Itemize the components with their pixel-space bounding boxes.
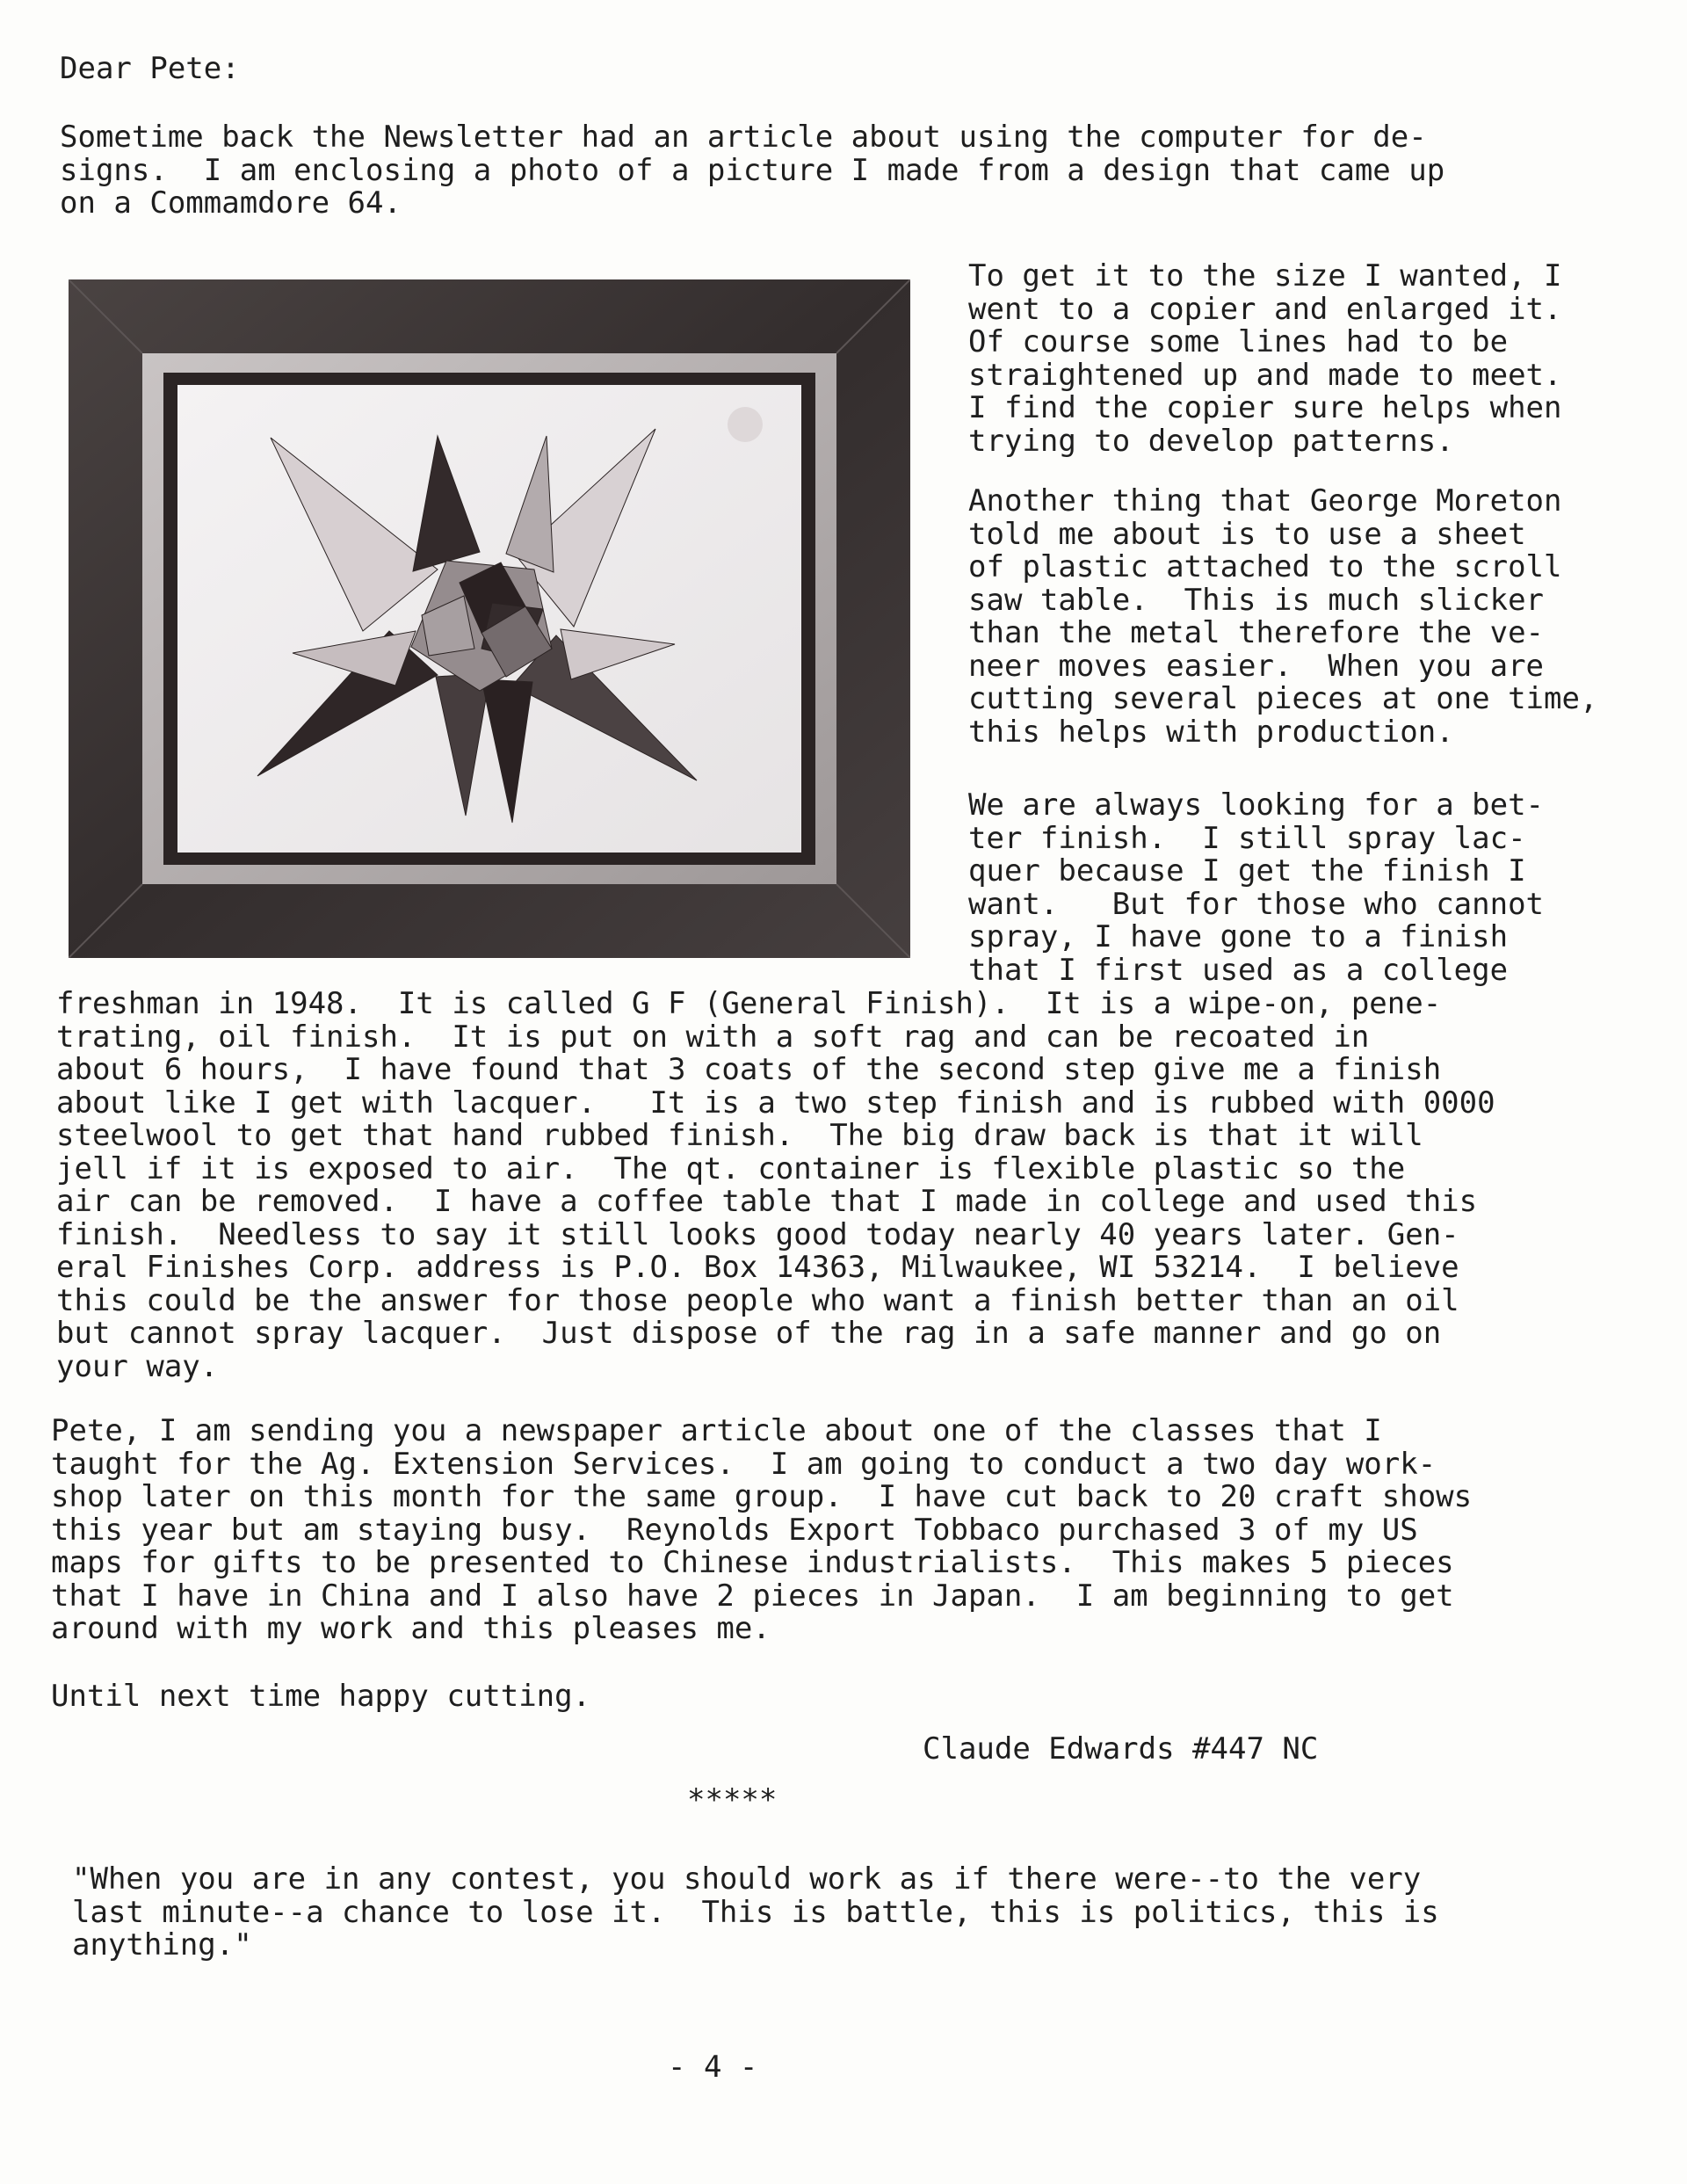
side-paragraph-2-line: this helps with production. — [968, 714, 1454, 750]
finish-paragraph-line: eral Finishes Corp. address is P.O. Box 14363, Milwaukee, WI 53214. I believe — [56, 1250, 1459, 1285]
quote-line: "When you are in any contest, you should work as if there were--to the very — [72, 1861, 1422, 1897]
finish-paragraph-line: but cannot spray lacquer. Just dispose of the rag in a safe manner and go on — [56, 1316, 1442, 1351]
side-paragraph-1-line: straightened up and made to meet. — [968, 357, 1562, 393]
section-separator: ***** — [687, 1782, 778, 1818]
finish-paragraph-line: air can be removed. I have a coffee table that I made in college and used this — [56, 1184, 1478, 1219]
side-paragraph-3 — [968, 789, 1544, 987]
finish-paragraph-line: jell if it is exposed to air. The qt. container is flexible plastic so the — [56, 1150, 1406, 1186]
quote-line: anything." — [72, 1927, 252, 1963]
side-paragraph-3-line: quer because I get the finish I — [968, 853, 1526, 889]
side-paragraph-2-line: than the metal therefore the ve- — [968, 615, 1545, 650]
finish-paragraph-line: about 6 hours, I have found that 3 coats of the second step give me a finish — [56, 1052, 1442, 1087]
workshop-paragraph-line: that I have in China and I also have 2 pieces in Japan. I am beginning to get — [51, 1578, 1454, 1614]
side-paragraph-3-line: spray, I have gone to a finish — [968, 919, 1509, 954]
intro-line: on a Commamdore 64. — [60, 185, 402, 221]
side-paragraph-2 — [968, 485, 1597, 749]
marquetry-photo — [69, 279, 910, 958]
side-paragraph-2-line: saw table. This is much slicker — [968, 582, 1545, 618]
side-paragraph-3-line: want. But for those who cannot — [968, 886, 1545, 922]
page-number: - 4 - — [668, 2050, 758, 2085]
workshop-paragraph — [51, 1415, 1472, 1646]
finish-paragraph — [56, 988, 1495, 1383]
side-paragraph-1-line: Of course some lines had to be — [968, 324, 1509, 359]
finish-paragraph-line: trating, oil finish. It is put on with a soft rag and can be recoated in — [56, 1019, 1370, 1055]
intro-line: signs. I am enclosing a photo of a picture I made from a design that came up — [60, 152, 1445, 188]
finish-paragraph-line: about like I get with lacquer. It is a two step finish and is rubbed with 0000 — [56, 1085, 1495, 1121]
workshop-paragraph-line: maps for gifts to be presented to Chinese industrialists. This makes 5 pieces — [51, 1545, 1454, 1580]
closing-line: Until next time happy cutting. — [51, 1679, 591, 1714]
intro-paragraph — [60, 121, 1444, 221]
workshop-paragraph-line: shop later on this month for the same group. I have cut back to 20 craft shows — [51, 1479, 1473, 1514]
workshop-paragraph-line: Pete, I am sending you a newspaper article about one of the classes that I — [51, 1413, 1382, 1448]
side-paragraph-2-line: Another thing that George Moreton — [968, 483, 1562, 519]
intro-line: Sometime back the Newsletter had an article about using the computer for de- — [60, 120, 1427, 155]
side-paragraph-2-line: told me about is to use a sheet — [968, 516, 1526, 552]
side-paragraph-3-line: We are always looking for a bet- — [968, 787, 1545, 823]
side-paragraph-2-line: of plastic attached to the scroll — [968, 549, 1562, 584]
workshop-paragraph-line: taught for the Ag. Extension Services. I am going to conduct a two day work- — [51, 1446, 1437, 1482]
signature: Claude Edwards #447 NC — [923, 1731, 1319, 1767]
finish-paragraph-line: finish. Needless to say it still looks good today nearly 40 years later. Gen- — [56, 1216, 1459, 1252]
side-paragraph-1-line: I find the copier sure helps when — [968, 390, 1562, 425]
side-paragraph-1 — [968, 260, 1562, 458]
workshop-paragraph-line: around with my work and this pleases me. — [51, 1611, 771, 1646]
closing-quote — [72, 1863, 1439, 1963]
side-paragraph-1-line: went to a copier and enlarged it. — [968, 291, 1562, 327]
quote-line: last minute--a chance to lose it. This is battle, this is politics, this is — [72, 1894, 1439, 1930]
side-paragraph-1-line: trying to develop patterns. — [968, 423, 1454, 459]
side-paragraph-3-line: that I first used as a college — [968, 952, 1509, 988]
workshop-paragraph-line: this year but am staying busy. Reynolds Export Tobbaco purchased 3 of my US — [51, 1512, 1418, 1548]
side-paragraph-1-line: To get it to the size I wanted, I — [968, 258, 1562, 294]
finish-paragraph-line: this could be the answer for those people who want a finish better than an oil — [56, 1282, 1459, 1318]
finish-paragraph-line: your way. — [56, 1348, 219, 1384]
finish-paragraph-line: steelwool to get that hand rubbed finish. The big draw back is that it will — [56, 1118, 1423, 1153]
side-paragraph-2-line: cutting several pieces at one time, — [968, 681, 1598, 716]
side-paragraph-2-line: neer moves easier. When you are — [968, 648, 1545, 684]
salutation: Dear Pete: — [60, 51, 240, 86]
side-paragraph-3-line: ter finish. I still spray lac- — [968, 820, 1526, 856]
finish-paragraph-line: freshman in 1948. It is called G F (General Finish). It is a wipe-on, pene- — [56, 986, 1442, 1021]
